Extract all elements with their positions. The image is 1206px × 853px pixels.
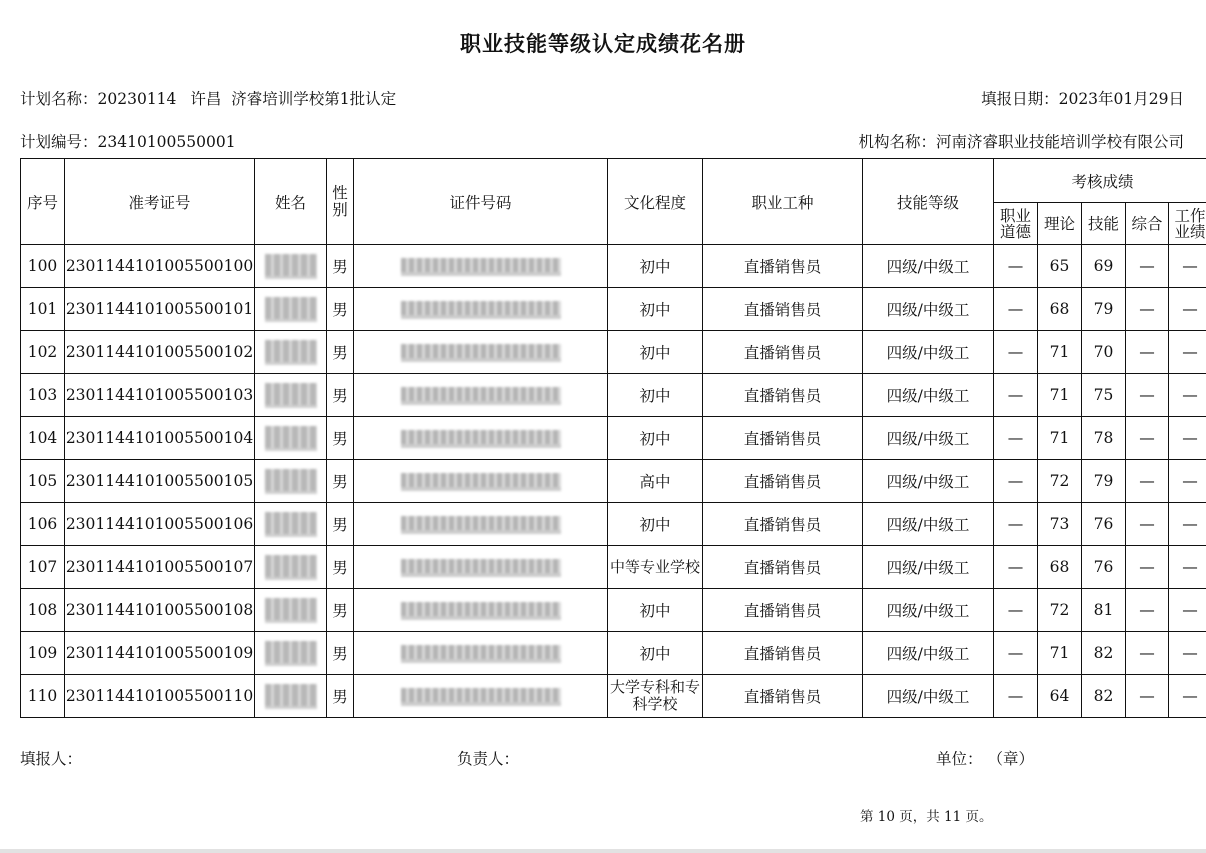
- seal-placeholder: （章）: [987, 750, 1034, 768]
- redacted-name: [265, 340, 317, 365]
- redacted-name: [265, 555, 317, 580]
- cell-id-redacted: [354, 288, 608, 331]
- header-level: 技能等级: [863, 159, 994, 245]
- cell-skill: 76: [1082, 546, 1126, 589]
- cell-gender: 男: [327, 374, 354, 417]
- cell-education: 初中: [608, 374, 703, 417]
- cell-ethics: —: [994, 245, 1038, 288]
- redacted-id: [401, 516, 561, 534]
- header-gender: 性别: [327, 159, 354, 245]
- cell-seq: 101: [21, 288, 65, 331]
- cell-id-redacted: [354, 460, 608, 503]
- header-education: 文化程度: [608, 159, 703, 245]
- cell-comprehensive: —: [1126, 632, 1169, 675]
- cell-theory: 73: [1038, 503, 1082, 546]
- cell-name-redacted: [255, 245, 327, 288]
- redacted-id: [401, 602, 561, 620]
- table-row: [21, 675, 1206, 718]
- cell-ethics: —: [994, 331, 1038, 374]
- plan-name-line: [20, 87, 396, 109]
- cell-seq: 104: [21, 417, 65, 460]
- header-skill: 技能: [1082, 203, 1126, 245]
- table-row: [21, 288, 1206, 331]
- redacted-id: [401, 258, 561, 276]
- org-line: [858, 130, 1184, 152]
- cell-theory: 68: [1038, 288, 1082, 331]
- cell-exam-no: 2301144101005500103: [65, 374, 255, 417]
- cell-id-redacted: [354, 675, 608, 718]
- header-exam-no: 准考证号: [65, 159, 255, 245]
- cell-exam-no: 2301144101005500102: [65, 331, 255, 374]
- header-scores-group: 考核成绩: [994, 159, 1206, 203]
- cell-theory: 71: [1038, 374, 1082, 417]
- cell-performance: —: [1169, 245, 1206, 288]
- redacted-id: [401, 688, 561, 706]
- cell-ethics: —: [994, 374, 1038, 417]
- header-name: 姓名: [255, 159, 327, 245]
- plan-name-text: 济睿培训学校第1批认定: [231, 90, 397, 108]
- header-theory: 理论: [1038, 203, 1082, 245]
- table-row: [21, 245, 1206, 288]
- cell-performance: —: [1169, 632, 1206, 675]
- cell-comprehensive: —: [1126, 245, 1169, 288]
- header-comprehensive: 综合: [1126, 203, 1169, 245]
- cell-gender: 男: [327, 417, 354, 460]
- cell-exam-no: 2301144101005500106: [65, 503, 255, 546]
- cell-id-redacted: [354, 632, 608, 675]
- cell-comprehensive: —: [1126, 503, 1169, 546]
- cell-theory: 64: [1038, 675, 1082, 718]
- cell-education: 中等专业学校: [608, 546, 703, 589]
- cell-occupation: 直播销售员: [703, 503, 863, 546]
- cell-occupation: 直播销售员: [703, 245, 863, 288]
- cell-gender: 男: [327, 460, 354, 503]
- cell-occupation: 直播销售员: [703, 546, 863, 589]
- plan-name-label: 计划名称：: [20, 90, 98, 108]
- cell-education: 初中: [608, 288, 703, 331]
- redacted-id: [401, 473, 561, 491]
- cell-level: 四级/中级工: [863, 675, 994, 718]
- cell-performance: —: [1169, 288, 1206, 331]
- cell-name-redacted: [255, 675, 327, 718]
- cell-theory: 71: [1038, 417, 1082, 460]
- cell-theory: 65: [1038, 245, 1082, 288]
- cell-level: 四级/中级工: [863, 546, 994, 589]
- table-row: [21, 589, 1206, 632]
- cell-gender: 男: [327, 632, 354, 675]
- cell-performance: —: [1169, 460, 1206, 503]
- table-row: [21, 503, 1206, 546]
- cell-skill: 69: [1082, 245, 1126, 288]
- cell-theory: 71: [1038, 331, 1082, 374]
- cell-education: 高中: [608, 460, 703, 503]
- redacted-id: [401, 645, 561, 663]
- cell-level: 四级/中级工: [863, 245, 994, 288]
- cell-level: 四级/中级工: [863, 331, 994, 374]
- org-value: 河南济睿职业技能培训学校有限公司: [935, 133, 1184, 151]
- cell-seq: 105: [21, 460, 65, 503]
- cell-performance: —: [1169, 331, 1206, 374]
- cell-skill: 78: [1082, 417, 1126, 460]
- cell-ethics: —: [994, 288, 1038, 331]
- redacted-name: [265, 512, 317, 537]
- page-title: 职业技能等级认定成绩花名册: [460, 32, 746, 56]
- cell-exam-no: 2301144101005500107: [65, 546, 255, 589]
- cell-seq: 102: [21, 331, 65, 374]
- cell-comprehensive: —: [1126, 589, 1169, 632]
- cell-level: 四级/中级工: [863, 417, 994, 460]
- cell-performance: —: [1169, 417, 1206, 460]
- cell-education: 初中: [608, 331, 703, 374]
- cell-gender: 男: [327, 546, 354, 589]
- cell-level: 四级/中级工: [863, 374, 994, 417]
- roster-table: [20, 158, 1206, 718]
- cell-skill: 79: [1082, 460, 1126, 503]
- cell-occupation: 直播销售员: [703, 632, 863, 675]
- cell-occupation: 直播销售员: [703, 374, 863, 417]
- cell-education: 初中: [608, 417, 703, 460]
- table-row: [21, 546, 1206, 589]
- cell-education: 初中: [608, 503, 703, 546]
- cell-name-redacted: [255, 632, 327, 675]
- redacted-name: [265, 254, 317, 279]
- fill-date-value: 2023年01月29日: [1058, 90, 1184, 108]
- header-id-no: 证件号码: [354, 159, 608, 245]
- cell-occupation: 直播销售员: [703, 288, 863, 331]
- redacted-name: [265, 469, 317, 494]
- cell-skill: 76: [1082, 503, 1126, 546]
- redacted-name: [265, 684, 317, 709]
- cell-seq: 100: [21, 245, 65, 288]
- cell-education: 初中: [608, 632, 703, 675]
- cell-theory: 72: [1038, 589, 1082, 632]
- cell-exam-no: 2301144101005500108: [65, 589, 255, 632]
- cell-level: 四级/中级工: [863, 589, 994, 632]
- table-row: [21, 374, 1206, 417]
- plan-number-label: 计划编号：: [20, 133, 98, 151]
- cell-comprehensive: —: [1126, 460, 1169, 503]
- cell-seq: 109: [21, 632, 65, 675]
- redacted-name: [265, 598, 317, 623]
- cell-gender: 男: [327, 288, 354, 331]
- redacted-id: [401, 344, 561, 362]
- cell-skill: 82: [1082, 675, 1126, 718]
- cell-gender: 男: [327, 675, 354, 718]
- cell-name-redacted: [255, 288, 327, 331]
- plan-number-value: 23410100550001: [97, 133, 236, 151]
- cell-name-redacted: [255, 417, 327, 460]
- page-bottom-divider: [0, 849, 1206, 853]
- cell-level: 四级/中级工: [863, 460, 994, 503]
- cell-performance: —: [1169, 589, 1206, 632]
- redacted-name: [265, 426, 317, 451]
- cell-comprehensive: —: [1126, 546, 1169, 589]
- cell-id-redacted: [354, 374, 608, 417]
- plan-name-code: 20230114: [97, 90, 177, 108]
- cell-exam-no: 2301144101005500100: [65, 245, 255, 288]
- cell-seq: 108: [21, 589, 65, 632]
- cell-seq: 107: [21, 546, 65, 589]
- cell-seq: 103: [21, 374, 65, 417]
- redacted-name: [265, 383, 317, 408]
- responsible-label: 负责人：: [457, 750, 520, 768]
- table-header-row: [21, 159, 1206, 203]
- cell-comprehensive: —: [1126, 374, 1169, 417]
- cell-education: 初中: [608, 589, 703, 632]
- cell-education: 大学专科和专科学校: [608, 675, 703, 718]
- cell-theory: 71: [1038, 632, 1082, 675]
- cell-skill: 70: [1082, 331, 1126, 374]
- cell-comprehensive: —: [1126, 288, 1169, 331]
- redacted-id: [401, 387, 561, 405]
- redacted-name: [265, 641, 317, 666]
- cell-exam-no: 2301144101005500101: [65, 288, 255, 331]
- plan-number-line: [20, 130, 236, 152]
- cell-ethics: —: [994, 417, 1038, 460]
- redacted-id: [401, 301, 561, 319]
- cell-name-redacted: [255, 546, 327, 589]
- redacted-id: [401, 559, 561, 577]
- cell-education: 初中: [608, 245, 703, 288]
- cell-id-redacted: [354, 546, 608, 589]
- cell-occupation: 直播销售员: [703, 417, 863, 460]
- cell-gender: 男: [327, 245, 354, 288]
- cell-name-redacted: [255, 331, 327, 374]
- header-occupation: 职业工种: [703, 159, 863, 245]
- cell-ethics: —: [994, 589, 1038, 632]
- cell-seq: 106: [21, 503, 65, 546]
- table-row: [21, 417, 1206, 460]
- cell-level: 四级/中级工: [863, 632, 994, 675]
- cell-occupation: 直播销售员: [703, 589, 863, 632]
- cell-ethics: —: [994, 546, 1038, 589]
- fill-date-line: [981, 87, 1184, 109]
- header-seq: 序号: [21, 159, 65, 245]
- cell-level: 四级/中级工: [863, 288, 994, 331]
- header-ethics: 职业道德: [994, 203, 1038, 245]
- cell-comprehensive: —: [1126, 675, 1169, 718]
- cell-exam-no: 2301144101005500109: [65, 632, 255, 675]
- cell-performance: —: [1169, 675, 1206, 718]
- cell-comprehensive: —: [1126, 417, 1169, 460]
- cell-name-redacted: [255, 589, 327, 632]
- cell-skill: 79: [1082, 288, 1126, 331]
- cell-level: 四级/中级工: [863, 503, 994, 546]
- cell-exam-no: 2301144101005500104: [65, 417, 255, 460]
- unit-line: [936, 747, 1034, 769]
- filler-label: 填报人：: [20, 750, 83, 768]
- org-label: 机构名称：: [858, 133, 936, 151]
- plan-name-place: 许昌: [190, 90, 222, 108]
- cell-skill: 82: [1082, 632, 1126, 675]
- table-row: [21, 331, 1206, 374]
- table-row: [21, 632, 1206, 675]
- cell-id-redacted: [354, 245, 608, 288]
- cell-gender: 男: [327, 503, 354, 546]
- cell-name-redacted: [255, 503, 327, 546]
- cell-skill: 75: [1082, 374, 1126, 417]
- redacted-id: [401, 430, 561, 448]
- fill-date-label: 填报日期：: [981, 90, 1059, 108]
- cell-theory: 72: [1038, 460, 1082, 503]
- cell-occupation: 直播销售员: [703, 460, 863, 503]
- cell-id-redacted: [354, 589, 608, 632]
- cell-exam-no: 2301144101005500105: [65, 460, 255, 503]
- cell-occupation: 直播销售员: [703, 675, 863, 718]
- cell-name-redacted: [255, 460, 327, 503]
- cell-id-redacted: [354, 331, 608, 374]
- cell-ethics: —: [994, 460, 1038, 503]
- cell-performance: —: [1169, 503, 1206, 546]
- cell-occupation: 直播销售员: [703, 331, 863, 374]
- cell-id-redacted: [354, 503, 608, 546]
- cell-name-redacted: [255, 374, 327, 417]
- unit-label: 单位：: [936, 750, 983, 768]
- cell-theory: 68: [1038, 546, 1082, 589]
- cell-exam-no: 2301144101005500110: [65, 675, 255, 718]
- header-performance: 工作业绩: [1169, 203, 1206, 245]
- cell-performance: —: [1169, 374, 1206, 417]
- cell-comprehensive: —: [1126, 331, 1169, 374]
- cell-gender: 男: [327, 331, 354, 374]
- cell-seq: 110: [21, 675, 65, 718]
- cell-ethics: —: [994, 675, 1038, 718]
- cell-id-redacted: [354, 417, 608, 460]
- page-indicator: 第 10 页，共 11 页。: [860, 809, 993, 825]
- cell-performance: —: [1169, 546, 1206, 589]
- redacted-name: [265, 297, 317, 322]
- cell-ethics: —: [994, 503, 1038, 546]
- table-row: [21, 460, 1206, 503]
- cell-ethics: —: [994, 632, 1038, 675]
- cell-gender: 男: [327, 589, 354, 632]
- cell-skill: 81: [1082, 589, 1126, 632]
